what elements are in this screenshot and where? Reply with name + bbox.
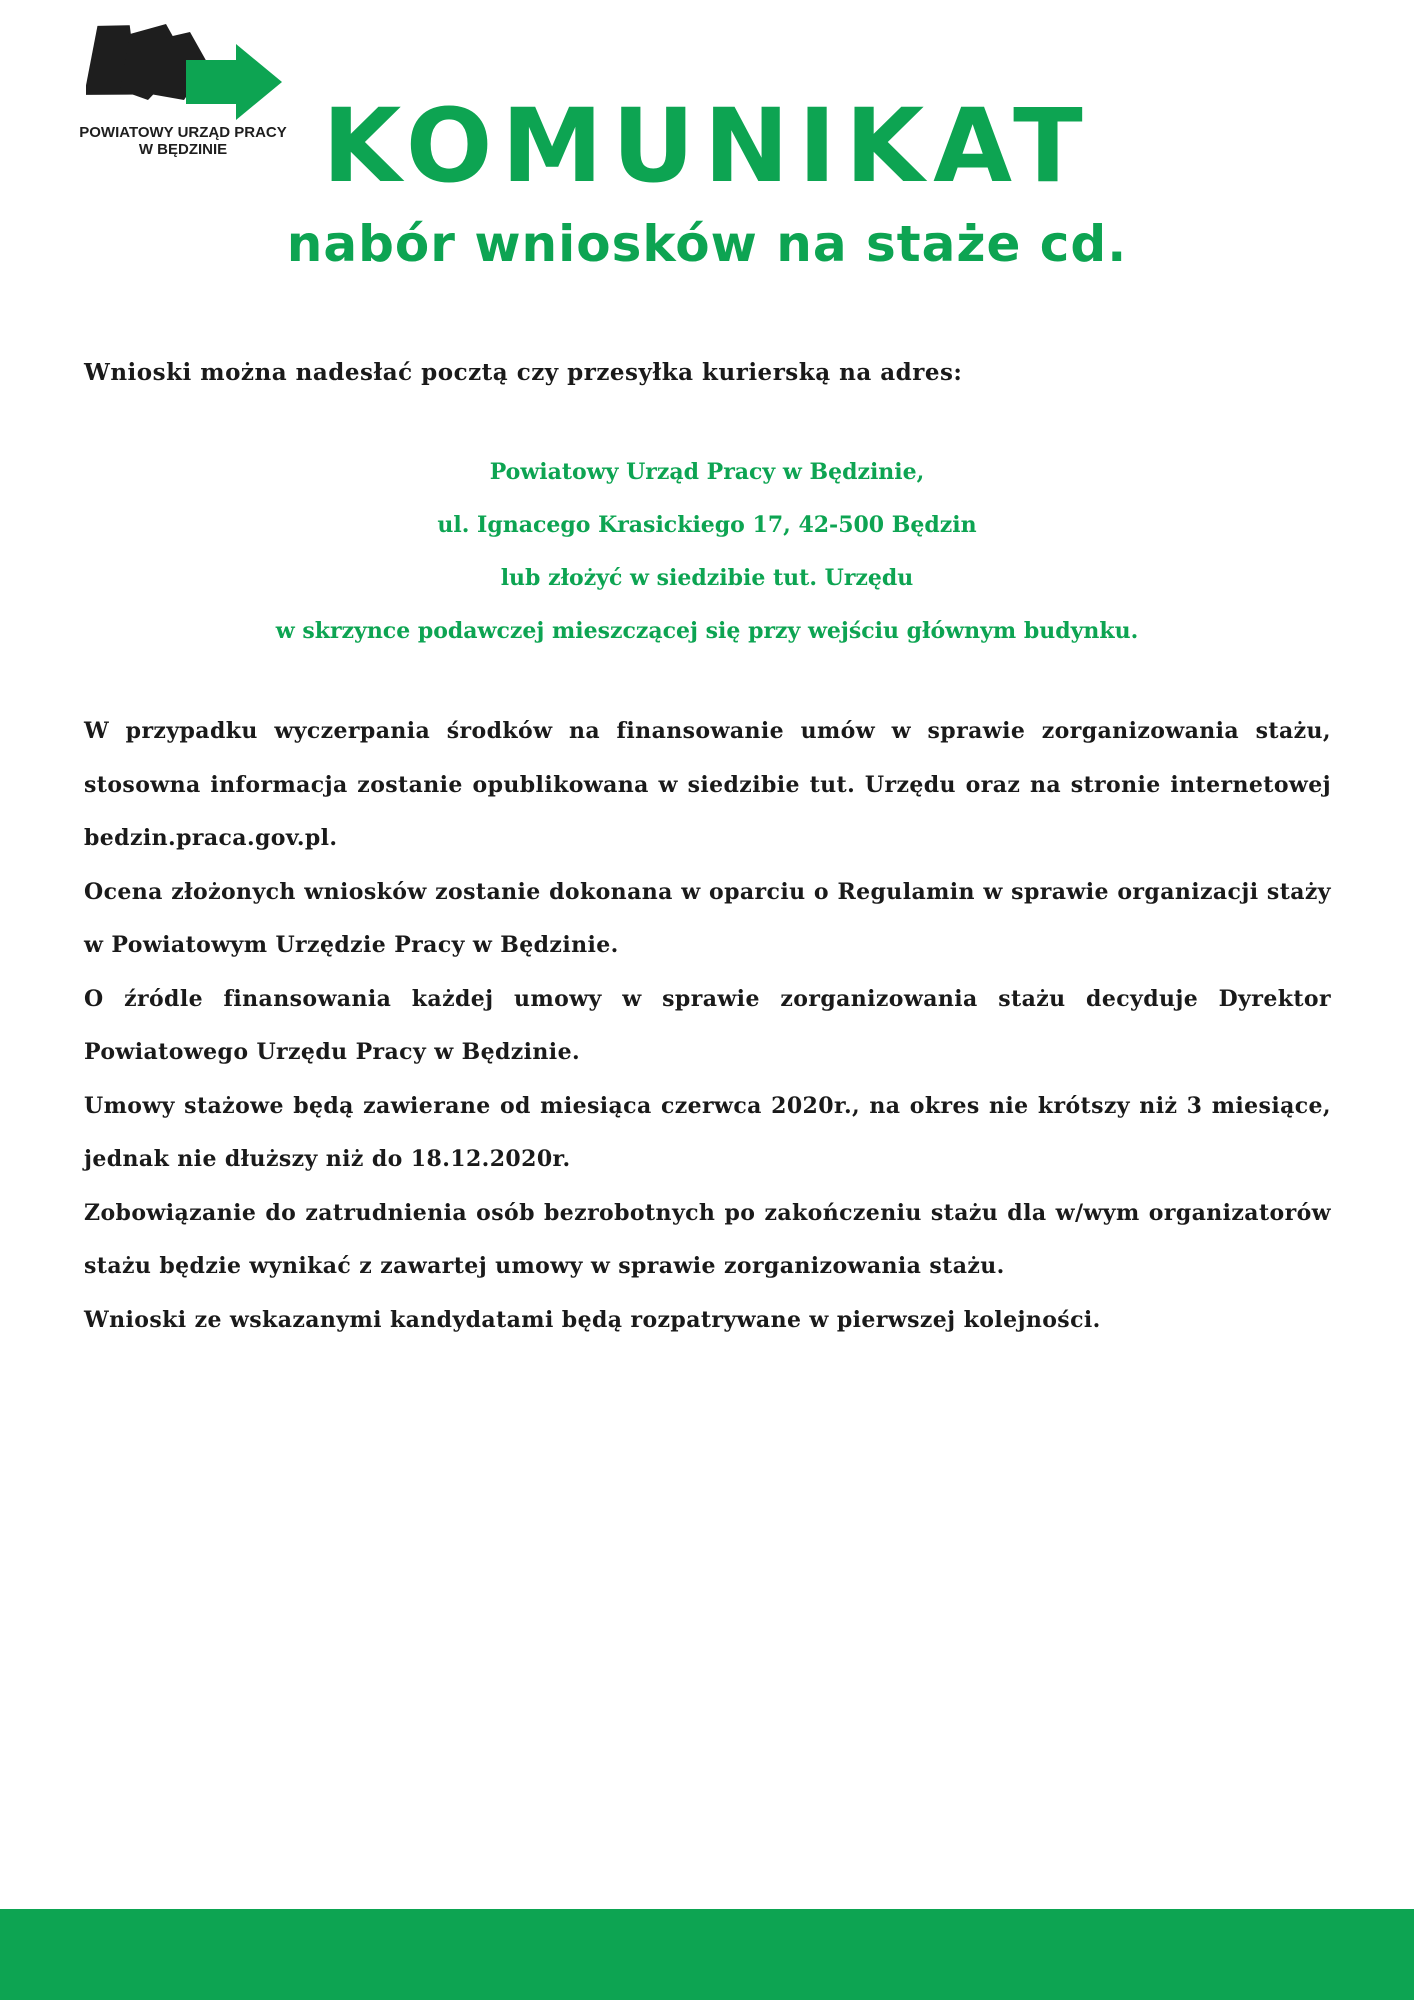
address-line: lub złożyć w siedzibie tut. Urzędu [500, 565, 914, 591]
page-title: KOMUNIKAT [322, 87, 1092, 206]
paragraph-funding: W przypadku wyczerpania środków na finansowanie umów w sprawie zorganizowania stażu, stosowna informacja zostanie opublikowana w siedzibie tut. Urzędu oraz na stronie internetowej bedzin.praca.gov.pl. [84, 718, 1331, 851]
paragraph-priority: Wnioski ze wskazanymi kandydatami będą rozpatrywane w pierwszej kolejności. [84, 1306, 1101, 1333]
footer-bar [0, 1909, 1414, 2000]
body-text [84, 705, 1331, 1347]
paragraph-employment: Zobowiązanie do zatrudnienia osób bezrobotnych po zakończeniu stażu dla w/wym organizatorów stażu będzie wynikać z zawartej umowy w sprawie zorganizowania stażu. [84, 1199, 1331, 1279]
paragraph-evaluation: Ocena złożonych wniosków zostanie dokonana w oparciu o Regulamin w sprawie organizacji staży w Powiatowym Urzędzie Pracy w Będzinie. [84, 878, 1331, 958]
address-line: ul. Ignacego Krasickiego 17, 42-500 Będzin [437, 512, 977, 538]
logo-text-line2: W BĘDZINIE [138, 141, 228, 158]
address-line: Powiatowy Urząd Pracy w Będzinie, [489, 459, 925, 485]
page-subtitle: nabór wniosków na staże cd. [286, 215, 1128, 273]
logo-text-line1: POWIATOWY URZĄD PRACY [79, 124, 287, 141]
address-block [0, 446, 1414, 658]
intro-text: Wnioski można nadesłać pocztą czy przesyłka kurierską na adres: [84, 359, 963, 386]
paragraph-contracts: Umowy stażowe będą zawierane od miesiąca czerwca 2020r., na okres nie krótszy niż 3 miesiące, jednak nie dłuższy niż do 18.12.2020r. [84, 1092, 1331, 1172]
paragraph-source: O źródle finansowania każdej umowy w sprawie zorganizowania stażu decyduje Dyrektor Powiatowego Urzędu Pracy w Będzinie. [84, 985, 1331, 1065]
address-line: w skrzynce podawczej mieszczącej się przy wejściu głównym budynku. [275, 618, 1139, 644]
